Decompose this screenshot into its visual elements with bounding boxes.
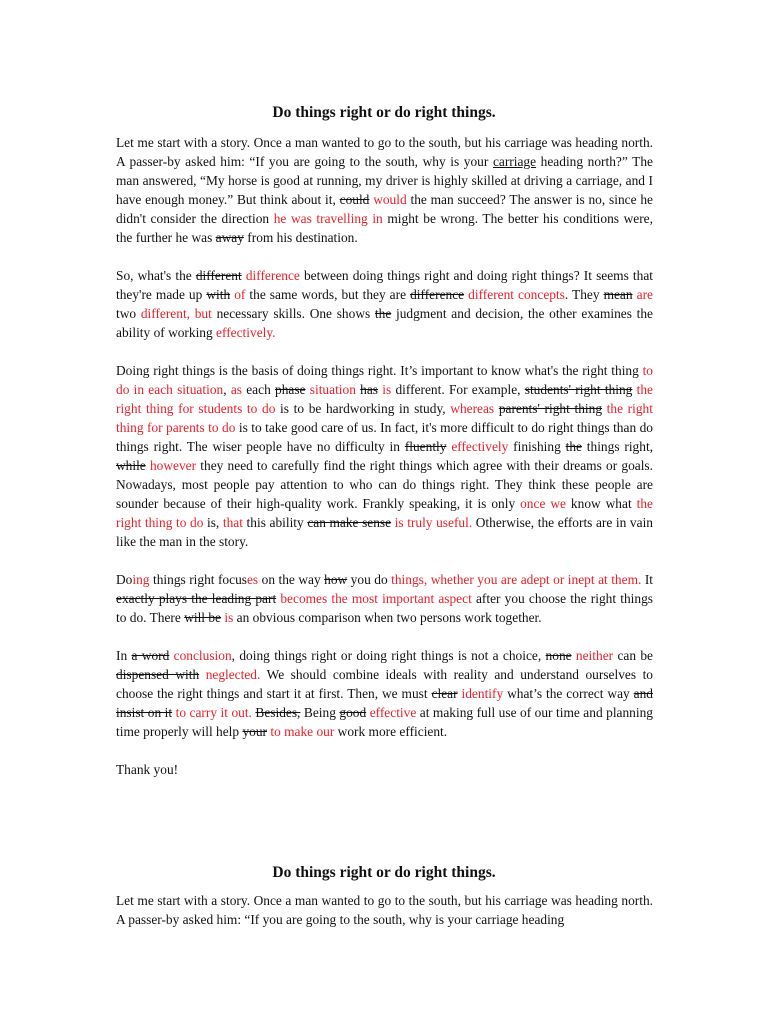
- correction-delete: good: [339, 705, 367, 720]
- correction-delete: clear: [431, 686, 458, 701]
- second-essay-paragraph: Let me start with a story. Once a man wanted to go to the south, but his carriage was heading north. A passer-by asked him: “If you are going to the south, why is your carriage heading: [116, 893, 653, 927]
- correction-delete: fluently: [404, 439, 447, 454]
- correction-insert: as: [230, 382, 242, 397]
- correction-insert: is: [382, 382, 392, 397]
- correction-insert: different, but: [140, 306, 212, 321]
- correction-insert: effectively.: [216, 325, 276, 340]
- text-run: an obvious comparison when two persons work together.: [233, 610, 542, 625]
- text-run: We should combine ideals with reality and understand ourselves to choose the right things and start it at first. Then, we must: [116, 667, 654, 701]
- text-run: two: [116, 306, 141, 321]
- correction-delete: with: [206, 287, 231, 302]
- correction-insert: becomes the most important aspect: [280, 591, 472, 606]
- text-run: the same words, but they are: [245, 287, 411, 302]
- text-run: Do: [116, 572, 133, 587]
- correction-delete: dispensed with: [116, 667, 200, 682]
- correction-insert: however: [149, 458, 197, 473]
- correction-delete: the: [565, 439, 582, 454]
- correction-delete: the: [374, 306, 392, 321]
- underlined-word: carriage: [492, 154, 537, 169]
- text-run: at making full use of our time and planning time properly will help: [116, 705, 653, 739]
- text-run: this ability: [242, 515, 308, 530]
- correction-delete: and insist on it: [116, 686, 654, 720]
- correction-insert: effective: [369, 705, 417, 720]
- text-run: , doing things right or doing right things is not a choice,: [231, 648, 546, 663]
- text-run: So, what's the: [116, 268, 196, 283]
- text-run: is,: [203, 515, 223, 530]
- correction-insert: conclusion: [173, 648, 232, 663]
- text-run: Being: [300, 705, 340, 720]
- correction-delete: difference: [410, 287, 465, 302]
- text-run: they need to carefully find the right things which agree with their dreams or goals. Nowadays, most people pay attention to who can do things right. They think these people are sounder because of their high-quality work. Frankly speaking, it is only: [116, 458, 653, 511]
- correction-insert: situation: [309, 382, 356, 397]
- correction-delete: a word: [131, 648, 170, 663]
- essay-paragraph: [116, 361, 653, 551]
- text-run: between doing things right and doing right things? It seems that they're made up: [116, 268, 654, 302]
- correction-delete: how: [324, 572, 348, 587]
- correction-delete: will be: [184, 610, 222, 625]
- text-run: finishing: [508, 439, 566, 454]
- text-run: It: [641, 572, 654, 587]
- text-run: from his destination.: [243, 230, 358, 245]
- text-run: what’s the correct way: [503, 686, 634, 701]
- correction-insert: identify: [461, 686, 504, 701]
- correction-insert: he was travelling in: [273, 211, 383, 226]
- correction-delete: none: [545, 648, 572, 663]
- correction-insert: different concepts: [468, 287, 565, 302]
- correction-delete: students' right thing: [524, 382, 633, 397]
- text-run: In: [116, 648, 132, 663]
- correction-insert: to carry it out.: [175, 705, 252, 720]
- correction-insert: to do in each situation: [116, 363, 653, 397]
- text-run: on the way: [258, 572, 325, 587]
- correction-delete: Besides,: [255, 705, 301, 720]
- text-run: heading north?” The man answered, “My horse is good at running, my driver is highly skilled at driving a carriage, and I have enough money.” But think about it,: [116, 154, 653, 207]
- correction-insert: to make our: [270, 724, 335, 739]
- essay-paragraph: [116, 266, 653, 342]
- correction-delete: your: [242, 724, 267, 739]
- correction-insert: things, whether you are adept or inept at them.: [391, 572, 642, 587]
- text-run: . They: [564, 287, 604, 302]
- correction-insert: difference: [245, 268, 300, 283]
- text-run: you do: [347, 572, 392, 587]
- correction-insert: neither: [575, 648, 614, 663]
- correction-insert: of: [234, 287, 246, 302]
- essay-paragraph: [116, 760, 653, 779]
- text-run: Thank you!: [116, 762, 179, 777]
- correction-delete: could: [339, 192, 370, 207]
- correction-insert: are: [636, 287, 653, 302]
- text-run: might be wrong. The better his conditions were, the further he was: [116, 211, 653, 245]
- correction-insert: the right thing for students to do: [116, 382, 653, 416]
- text-run: judgment and decision, the other examines the ability of working: [116, 306, 654, 340]
- second-essay-body: [116, 891, 653, 948]
- correction-insert: es: [246, 572, 259, 587]
- essay-paragraph: [116, 133, 653, 247]
- correction-delete: mean: [603, 287, 633, 302]
- text-run: work more efficient.: [334, 724, 448, 739]
- essay-paragraph: [116, 646, 653, 741]
- text-run: can be: [613, 648, 654, 663]
- text-run: each: [241, 382, 276, 397]
- correction-delete: can make sense: [307, 515, 392, 530]
- correction-delete: while: [116, 458, 146, 473]
- correction-delete: has: [360, 382, 379, 397]
- correction-insert: whereas: [450, 401, 495, 416]
- text-run: Let me start with a story. Once a man wanted to go to the south, but his carriage was heading north. A passer-by asked him: “If you are going to the south, why is your: [116, 135, 653, 169]
- text-run: is to be hardworking in study,: [275, 401, 451, 416]
- second-essay-title: Do things right or do right things.: [272, 864, 496, 881]
- essay-body: [116, 133, 653, 798]
- correction-insert: would: [373, 192, 407, 207]
- correction-delete: different: [195, 268, 242, 283]
- correction-delete: exactly plays the leading part: [116, 591, 277, 606]
- text-run: things right focus: [149, 572, 247, 587]
- correction-insert: is truly useful.: [394, 515, 473, 530]
- text-run: know what: [565, 496, 637, 511]
- correction-insert: effectively: [451, 439, 509, 454]
- correction-insert: the right thing for parents to do: [116, 401, 653, 435]
- correction-insert: that: [222, 515, 243, 530]
- text-run: things right,: [581, 439, 654, 454]
- text-run: after you choose the right things to do. There: [116, 591, 653, 625]
- correction-delete: parents' right thing: [498, 401, 603, 416]
- correction-insert: is: [224, 610, 234, 625]
- essay-title: Do things right or do right things.: [272, 104, 496, 121]
- correction-insert: the right thing to do: [116, 496, 653, 530]
- text-run: the man succeed? The answer is no, since he didn't consider the direction: [116, 192, 653, 226]
- correction-insert: ing: [132, 572, 150, 587]
- correction-insert: neglected.: [205, 667, 261, 682]
- text-run: Doing right things is the basis of doing things right. It’s important to know what's the right thing: [116, 363, 643, 378]
- text-run: ,: [223, 382, 231, 397]
- text-run: is to take good care of us. In fact, it's more difficult to do right things than do things right. The wiser people have no difficulty in: [116, 420, 653, 454]
- text-run: different. For example,: [391, 382, 525, 397]
- text-run: Otherwise, the efforts are in vain like the man in the story.: [116, 515, 653, 549]
- correction-insert: once we: [520, 496, 566, 511]
- text-run: necessary skills. One shows: [211, 306, 375, 321]
- essay-paragraph: [116, 570, 653, 627]
- correction-delete: away: [215, 230, 244, 245]
- correction-delete: phase: [275, 382, 306, 397]
